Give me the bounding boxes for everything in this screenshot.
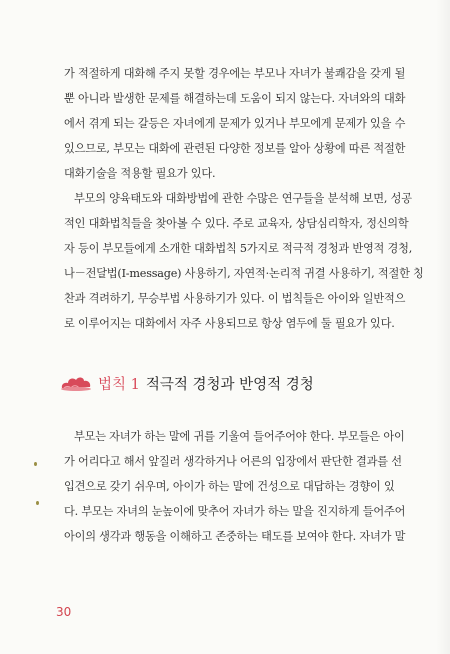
heading-title: 적극적 경청과 반영적 경청 [145, 376, 314, 393]
text-line: 가 어리다고 해서 앞질러 생각하거나 어른의 입장에서 판단한 결과를 선 [64, 455, 402, 468]
text-line: 대화기술을 적용할 필요가 있다. [64, 167, 216, 180]
text-line: 적인 대화법칙들을 찾아볼 수 있다. 주로 교육자, 상담심리학자, 정신의학 [64, 217, 409, 230]
heading-rule-number: 법칙 1 [98, 376, 140, 393]
cloud-ornament-icon [60, 374, 92, 392]
text-line: 로 이루어지는 대화에서 자주 사용되므로 항상 염두에 둘 필요가 있다. [64, 317, 395, 330]
text-line: 다. 부모는 자녀의 눈높이에 맞추어 자녀가 하는 말을 진지하게 들어주어 [64, 505, 406, 518]
text-line: 자 등이 부모들에게 소개한 대화법칙 5가지로 적극적 경청과 반영적 경청, [64, 242, 413, 255]
section-heading [60, 372, 314, 394]
page-edge-shadow [436, 0, 450, 654]
text-line: 찬과 격려하기, 무승부법 사용하기가 있다. 이 법칙들은 아이와 일반적으 [64, 292, 406, 305]
text-line: 입견으로 갖기 쉬우며, 아이가 하는 말에 건성으로 대답하는 경향이 있 [64, 480, 395, 493]
text-line: 있으므로, 부모는 대화에 관련된 다양한 정보를 알아 상황에 따른 적절한 [64, 142, 406, 155]
page-number: 30 [56, 605, 72, 619]
text-line: 가 적절하게 대화해 주지 못할 경우에는 부모나 자녀가 불쾌감을 갖게 될 [64, 67, 406, 80]
text-line: 아이의 생각과 행동을 이해하고 존중하는 태도를 보여야 한다. 자녀가 말 [64, 530, 406, 543]
text-line: 부모는 자녀가 하는 말에 귀를 기울여 들어주어야 한다. 부모들은 아이 [74, 430, 405, 443]
paper-speck [36, 501, 39, 505]
text-line: 부모의 양육태도와 대화방법에 관한 수많은 연구들을 분석해 보면, 성공 [74, 192, 412, 205]
paper-speck [34, 462, 37, 466]
text-line: 나－전달법(I-message) 사용하기, 자연적·논리적 귀결 사용하기, 적절한 칭 [64, 267, 424, 280]
text-line: 에서 겪게 되는 갈등은 자녀에게 문제가 있거나 부모에게 문제가 있을 수 [64, 117, 406, 130]
text-line: 뿐 아니라 발생한 문제를 해결하는데 도움이 되지 않는다. 자녀와의 대화 [64, 92, 406, 105]
